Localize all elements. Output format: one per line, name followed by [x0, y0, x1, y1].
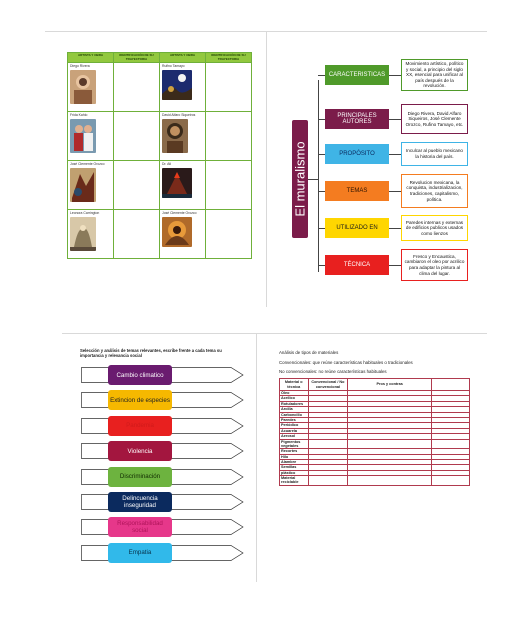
answer-cell[interactable]	[348, 439, 432, 449]
answer-cell[interactable]	[308, 476, 348, 486]
table-row	[68, 210, 252, 259]
mindmap-description: Fresco y Encaustica, cambiaron el oleo por acrilico para adaptar la pintura al clima del lugar.	[401, 249, 468, 281]
mindmap-connector	[318, 265, 325, 266]
artwork-thumbnail	[162, 119, 188, 153]
material-name: Alambre	[280, 459, 309, 464]
themes-page	[62, 334, 251, 582]
material-name: Hilo	[280, 454, 309, 459]
mindmap-category: TÉCNICA	[325, 255, 389, 275]
conventional-definition: Convencionales: que reúne características habituales o tradicionales	[279, 360, 413, 365]
artist-name: Dr. Atl	[162, 162, 172, 166]
mindmap-spine	[308, 179, 318, 180]
material-name: Periódico	[280, 423, 309, 428]
artist-name: José Clemente Orozco	[70, 162, 105, 166]
answer-cell[interactable]	[308, 439, 348, 449]
artist-name: Rufino Tamayo	[162, 64, 185, 68]
mindmap-description: Paredes internas y externas de edificios publicos usados como lienzos	[401, 215, 468, 241]
material-name: Recortes	[280, 449, 309, 454]
table-header: IDENTIFICACIÓN DE SU TRAYECTORIA	[114, 53, 160, 63]
mindmap-page	[272, 32, 487, 307]
mindmap-category: UTILIZADO EN	[325, 218, 389, 238]
table-header: ARTISTA Y OBRA	[160, 53, 206, 63]
theme-label: Violencia	[108, 441, 172, 461]
theme-row	[81, 390, 244, 410]
mindmap-category: TEMAS	[325, 181, 389, 201]
material-name: Aerosol	[280, 434, 309, 439]
mindmap-connector	[318, 75, 325, 76]
artist-name: David Alfaro Siqueiros	[162, 113, 196, 117]
mindmap-category: PROPÓSITO	[325, 144, 389, 164]
materials-title: Análisis de tipos de materiales	[279, 350, 339, 355]
theme-row	[81, 416, 244, 436]
mindmap-description: Inculcar al pueblo mexicano la historia del país.	[401, 142, 468, 166]
theme-label: Delincuencia inseguridad	[108, 492, 172, 512]
page-separator	[266, 32, 267, 307]
table-row	[68, 112, 252, 161]
artwork-thumbnail	[70, 168, 96, 202]
mindmap-connector	[318, 191, 325, 192]
mindmap-title: El muralismo	[292, 141, 308, 217]
answer-cell[interactable]	[348, 476, 432, 486]
mindmap-title-box	[292, 120, 308, 238]
table-header: IDENTIFICACIÓN DE SU TRAYECTORIA	[206, 53, 252, 63]
artist-name: Diego Rivera	[70, 64, 90, 68]
material-name: plástico	[280, 470, 309, 475]
theme-label: Responsabilidad social	[108, 517, 172, 537]
material-name: Rotuladores	[280, 401, 309, 406]
mindmap-category: CARACTERISTICAS	[325, 65, 389, 85]
artwork-thumbnail	[162, 217, 192, 247]
theme-row	[81, 441, 244, 461]
table-header: ARTISTA Y OBRA	[68, 53, 114, 63]
mindmap-description: Movimiento artístico, político y social, a principio del siglo XX, esencial para unificar al país después de la revolución.	[401, 59, 468, 91]
mindmap-connector	[389, 154, 401, 155]
materials-table	[279, 378, 470, 486]
mindmap-description: Revolucion mexicana, la conquista, industrializacion, tradiciones, capitalismo, política.	[401, 174, 468, 208]
theme-row	[81, 492, 244, 512]
table-header	[431, 379, 469, 391]
material-name: Acuarela	[280, 428, 309, 433]
table-header: Material o técnica	[280, 379, 309, 391]
table-row	[68, 63, 252, 112]
theme-label: Extincion de especies	[108, 390, 172, 410]
mindmap-connector	[318, 119, 325, 120]
mindmap-spine	[318, 80, 319, 272]
theme-label: Empatia	[108, 543, 172, 563]
material-name: Carboncillo	[280, 412, 309, 417]
material-name: Semillas	[280, 465, 309, 470]
mindmap-connector	[318, 154, 325, 155]
artist-name: Frida Kahlo	[70, 113, 88, 117]
mindmap-description: Diego Rivera, David Alfaro Siqueiros, José Clemente Orozco, Rufino Tamayo, etc.	[401, 104, 468, 134]
mindmap-connector	[318, 228, 325, 229]
mindmap-category: PRINCIPALES AUTORES	[325, 109, 389, 129]
material-name: Paredes	[280, 417, 309, 422]
table-row	[68, 161, 252, 210]
theme-row	[81, 365, 244, 385]
theme-row	[81, 543, 244, 563]
theme-label: Pandemia	[108, 416, 172, 436]
nonconventional-definition: No convencionales: no reúne características habituales	[279, 369, 387, 374]
artwork-thumbnail	[70, 70, 96, 104]
theme-label: Cambio climatico	[108, 365, 172, 385]
artists-table	[67, 52, 252, 259]
artwork-thumbnail	[162, 70, 192, 100]
material-name: Acrílico	[280, 396, 309, 401]
mindmap-connector	[389, 191, 401, 192]
artist-name: José Clemente Orozco	[162, 211, 197, 215]
page-separator	[256, 334, 257, 582]
answer-cell[interactable]	[431, 476, 469, 486]
material-name: Pigmentos vegetales	[280, 439, 309, 449]
table-row	[280, 476, 470, 486]
mindmap-connector	[389, 265, 401, 266]
material-name: Material reciclable	[280, 476, 309, 486]
theme-label: Discriminación	[108, 467, 172, 487]
artist-name: Leonora Carrington	[70, 211, 100, 215]
mindmap-connector	[389, 228, 401, 229]
table-header: Pros y contras	[348, 379, 432, 391]
artwork-thumbnail	[70, 119, 96, 153]
theme-row	[81, 467, 244, 487]
artwork-thumbnail	[162, 168, 192, 198]
mindmap-connector	[389, 75, 401, 76]
artists-page	[45, 32, 263, 260]
table-row	[280, 439, 470, 449]
themes-instructions: Selección y análisis de temas relevantes, escribe frente a cada tema su importancia y relevancia social	[80, 348, 222, 358]
mindmap-connector	[389, 119, 401, 120]
answer-cell[interactable]	[431, 439, 469, 449]
artwork-thumbnail	[70, 217, 96, 251]
materials-page	[262, 334, 487, 582]
material-name: Arcilla	[280, 407, 309, 412]
theme-row	[81, 517, 244, 537]
material-name: Óleo	[280, 391, 309, 396]
table-header: Convencional / No convencional	[308, 379, 348, 391]
